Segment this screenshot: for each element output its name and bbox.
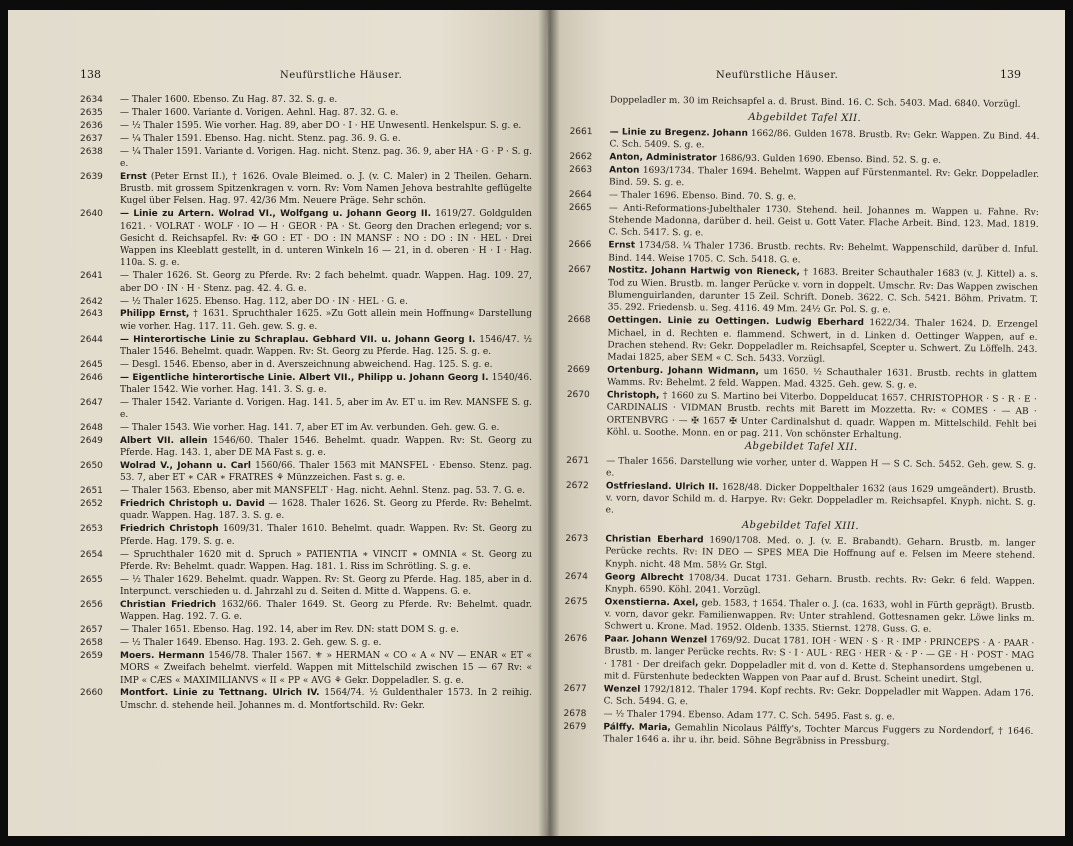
entry-number: 2671 (566, 455, 590, 466)
catalog-entry (80, 485, 532, 497)
entry-number: 2665 (568, 202, 592, 213)
entry-name: Ernst (120, 171, 147, 182)
entry-text: † 1683. Breiter Schauthaler 1683 (v. J. Kittel) a. s. Tod zu Wien. Brustb. m. langer Perücke v. vorn in doppelt. Umschr. Rv: Das Wappen zwischen Blumenguirlanden, darunter 15 Zeil. Schrift. Doneb. 3622. C. Sch. 5421. Böhm. Privatm. T. 35. 292. Friedensb. u. Seg. 4116. 49 Mm. 24½ Gr. Pol. S. g. e. (607, 267, 1039, 316)
entry-text: 1662/86. Gulden 1678. Brustb. Rv: Gekr. Wappen. Zu Bind. 44. C. Sch. 5409. S. g. e. (609, 128, 1040, 151)
entry-number: 2637 (80, 133, 103, 144)
entry-number: 2672 (565, 480, 589, 492)
entry-number: 2670 (566, 390, 590, 401)
entry-text: 1619/27. Goldgulden 1621. · VOLRAT · WOLF · IO — H · GEOR · PA · St. Georg den Drachen erlegend; vor s. Gesicht d. Reichsapfel. Rv: ✠ GO : ET · DO : IN MANSF : NO : DO : IN · HEL · Drei Wappen ins Kleeblatt gestellt, in d. unteren Winkeln 16 — 21, in d. oberen · H · I · Hag. 110a. S. g. e. (120, 209, 532, 269)
right-page (548, 10, 1065, 836)
catalog-entry (566, 389, 1036, 443)
entry-name: Oettingen. Linie zu Oettingen. Ludwig Eberhard (607, 315, 864, 329)
catalog-entry (80, 637, 532, 649)
book-gutter (538, 10, 560, 836)
entry-number: 2666 (568, 240, 592, 251)
entry-number: 2648 (80, 423, 103, 434)
entry-text: — ¼ Thaler 1591. Variante d. Vorigen. Hag. nicht. Stenz. pag. 36. 9, aber HA · G · P · S. g. e. (120, 146, 532, 169)
entry-text: um 1650. ½ Schauthaler 1631. Brustb. rechts in glattem Wamms. Rv: Behelmt. 2 feld. Wappen. Mad. 4325. Geh. gew. S. g. e. (606, 367, 1038, 391)
catalog-entry (80, 133, 532, 145)
entry-number: 2675 (564, 596, 588, 607)
entry-number: 2649 (80, 435, 103, 446)
entry-text: — Anti-Reformations-Jubelthaler 1730. Stehend. heil. Johannes m. Wappen u. Fahne. Rv: Stehende Madonna, darüber d. heil. Geist u. Gott Vater. Flache Arbeit. Bind. 123. Mad. 1819. C. Sch. 5417. S. g. e. (608, 203, 1039, 239)
entry-text: 1546/78. Thaler 1567. ⚜ » HERMAN « CO « A « NV — ENAR « ET « MORS « Zweifach behelmt. vierfeld. Wappen mit Mittelschild zwischen 15 — 67 Rv: « IMP « CÆS « MAXIMILIANVS « II « PP « AVG ⚘ Gekr. Doppeladler. S. g. e. (120, 650, 532, 686)
catalog-entry (80, 270, 532, 295)
catalog-entry (80, 687, 532, 712)
entry-name: — Linie zu Bregenz. Johann (609, 127, 748, 139)
entry-name: Friedrich Christoph u. David (120, 499, 265, 510)
catalog-entry (80, 599, 532, 624)
entry-number: 2650 (80, 461, 103, 472)
entry-name: Montfort. Linie zu Tettnang. Ulrich IV. (120, 688, 320, 699)
catalog-entry (80, 334, 532, 359)
entry-text: 1628/48. Dicker Doppelthaler 1632 (aus 1629 umgeändert). Brustb. v. vorn, davor Schild m. d. Harpye. Rv: Gekr. Doppeladler m. Reichsapfel. Knyph. nicht. S. g. e. (605, 482, 1036, 516)
entry-text: 1609/31. Thaler 1610. Behelmt. quadr. Wappen. Rv: St. Georg zu Pferde. Hag. 179. S. g. e. (120, 524, 532, 547)
entry-name: Anton (609, 165, 640, 176)
entry-number: 2641 (80, 271, 103, 282)
entry-text: † 1631. Spruchthaler 1625. »Zu Gott allein mein Hoffnung« Darstellung wie vorher. Hag. 117. 11. Geh. gew. S. g. e. (120, 309, 532, 332)
entry-name: Wenzel (603, 684, 641, 695)
entry-text: — ½ Thaler 1629. Behelmt. quadr. Wappen. Rv: St. Georg zu Pferde. Hag. 185, aber in d. Interpunct. verschieden u. d. Jahrzahl zu d. Seiten d. Mitte d. Wappens. G. e. (120, 574, 532, 598)
entry-text: Gemahlin Nicolaus Pálffy's, Tochter Marcus Fuggers zu Nordendorf, † 1646. Thaler 1646 a. ihr u. ihr. beid. Söhne Begräbniss in Pressburg. (603, 723, 1034, 748)
catalog-entry (568, 202, 1038, 244)
catalog-entry (563, 721, 1033, 751)
entry-text: 1632/66. Thaler 1649. St. Georg zu Pferde. Rv: Behelmt. quadr. Wappen. Hag. 192. 7. G. e. (120, 599, 532, 623)
entry-group (566, 126, 1039, 444)
entry-name: Ortenburg. Johann Widmann, (607, 365, 760, 377)
open-book (8, 10, 1065, 836)
entry-name: Pálffy. Maria, (603, 722, 671, 734)
page-number: 139 (1000, 68, 1021, 81)
entry-name: Christian Eberhard (605, 534, 704, 546)
catalog-entry (80, 460, 532, 485)
entry-name: Anton, Administrator (609, 152, 717, 164)
catalog-entry (80, 422, 532, 434)
entry-name: Ernst (608, 240, 636, 251)
running-head: Neufürstliche Häuser. (280, 70, 403, 81)
entry-number: 2636 (80, 120, 103, 131)
plate-reference: Abgebildet Tafel XIII. (741, 519, 860, 532)
entry-group (566, 455, 1037, 522)
entry-number: 2658 (80, 638, 103, 649)
entry-number: 2642 (80, 296, 103, 307)
entry-number: 2653 (80, 524, 103, 535)
entry-number: 2667 (568, 265, 592, 276)
entry-number: 2669 (567, 364, 591, 376)
entry-text: 1693/1734. Thaler 1694. Behelmt. Wappen auf Fürstenmantel. Rv: Gekr. Doppeladler. Bind. 59. S. g. e. (609, 165, 1040, 189)
catalog-entry (80, 359, 532, 371)
catalog-entry (80, 308, 532, 333)
catalog-column (563, 94, 1040, 751)
page-number: 138 (80, 68, 101, 81)
catalog-entry (80, 574, 532, 599)
entry-number: 2634 (80, 95, 103, 105)
catalog-entry (564, 596, 1034, 638)
catalog-entry (80, 171, 532, 208)
catalog-entry (80, 146, 532, 171)
entry-name: — Hinterortische Linie zu Schraplau. Gebhard VII. u. Johann Georg I. (120, 334, 476, 345)
entry-text: 1560/66. Thaler 1563 mit MANSFEL · Ebenso. Stenz. pag. 53. 7, aber ET ∗ CAR ∗ FRATRES ⚘ Münzzeichen. Fast s. g. e. (120, 461, 532, 484)
entry-text: — ½ Thaler 1794. Ebenso. Adam 177. C. Sch. 5495. Fast s. g. e. (603, 709, 895, 723)
catalog-entry (80, 120, 532, 132)
entry-text: — Thaler 1600. Variante d. Vorigen. Aehnl. Hag. 87. 32. G. e. (120, 107, 399, 118)
catalog-entry (568, 264, 1038, 318)
entry-text: — ½ Thaler 1625. Ebenso. Hag. 112, aber DO · IN · HEL · G. e. (120, 296, 408, 307)
catalog-entry (80, 435, 532, 460)
entry-text: 1622/34. Thaler 1624. D. Erzengel Michael, in d. Rechten e. flammend. Schwert, in d. Linken d. Oettinger Wappen, auf e. Drachen stehend. Rv: Gekr. Doppeladler m. Reichsapfel, Scepter u. Schwert. Zu Löffelh. 243. Madai 1825, aber SEM « C. Sch. 5433. Vorzügl. (607, 318, 1038, 365)
left-page (8, 10, 546, 836)
entry-name: Christoph, (606, 390, 660, 402)
plate-reference: Abgebildet Tafel XII. (748, 112, 862, 125)
entry-number: 2654 (80, 549, 103, 560)
entry-name: — Linie zu Artern. Wolrad VI., Wolfgang u. Johann Georg II. (120, 209, 432, 220)
entry-number: 2677 (563, 683, 587, 695)
entry-number: 2664 (568, 189, 592, 201)
entry-text: — Thaler 1626. St. Georg zu Pferde. Rv: 2 fach behelmt. quadr. Wappen. Hag. 109. 27, aber DO · IN · H · Stenz. pag. 42. 4. G. e. (120, 271, 532, 294)
entry-text: — Thaler 1696. Ebenso. Bind. 70. S. g. e. (608, 190, 797, 203)
catalog-entry (80, 549, 532, 574)
entry-text: † 1660 zu S. Martino bei Viterbo. Doppelducat 1657. CHRISTOPHOR · S · R · E · CARDINALIS · VIDMAN Brustb. rechts mit Barett im Mozzetta. Rv: « COMES · — AB · ORTENBVRG · — ✠ 1657 ✠ Unter Cardinalshut d. quadr. Wappen m. Mittelschild. Fehlt bei Köhl. u. Soothe. Monn. en or pag. 211. Von schönster Erhaltung. (606, 391, 1037, 441)
entry-number: 2635 (80, 107, 103, 118)
entry-text: 1564/74. ½ Guldenthaler 1573. In 2 reihig. Umschr. d. stehende heil. Johannes m. d. Montfortschild. Rv: Gekr. (120, 688, 532, 711)
entry-text: 1540/46. Thaler 1542. Wie vorher. Hag. 141. 3. S. g. e. (120, 372, 532, 395)
entry-name: Paar. Johann Wenzel (604, 634, 708, 646)
entry-name: Friedrich Christoph (120, 524, 219, 535)
entry-number: 2645 (80, 359, 103, 370)
catalog-entry (80, 208, 532, 269)
entry-text: (Peter Ernst II.), † 1626. Ovale Bleimed. o. J. (v. C. Maler) in 2 Theilen. Geharn. Brustb. mit grossem Spitzenkragen v. vorn. Rv: Vom Namen Jehova bestrahlte geflügelte Kugel über Felsen. Hag. 97. 42/36 Mm. Neuere Präge. Sehr schön. (120, 171, 532, 207)
entry-number: 2652 (80, 499, 103, 510)
entry-number: 2643 (80, 309, 103, 320)
catalog-entry (566, 480, 1036, 522)
entry-number: 2663 (569, 164, 593, 175)
entry-number: 2662 (569, 151, 593, 163)
entry-text: — 1628. Thaler 1626. St. Georg zu Pferde. Rv: Behelmt. quadr. Wappen. Hag. 187. 3. S. g. e. (120, 499, 532, 522)
entry-number: 2639 (80, 171, 103, 182)
entry-number: 2647 (80, 397, 103, 408)
entry-name: Georg Albrecht (604, 571, 684, 583)
entry-text: — ½ Thaler 1595. Wie vorher. Hag. 89, aber DO · I · HE Unwesentl. Henkelspur. S. g. e. (120, 120, 522, 131)
entry-text: — Thaler 1651. Ebenso. Hag. 192. 14, aber im Rev. DN: statt DOM S. g. e. (120, 625, 459, 636)
catalog-entry (80, 650, 532, 687)
entry-number: 2679 (563, 722, 587, 733)
entry-number: 2646 (80, 372, 103, 383)
catalog-entry (567, 314, 1037, 368)
entry-number: 2638 (80, 146, 103, 157)
entry-text: — ½ Thaler 1649. Ebenso. Hag. 193. 2. Geh. gew. S. g. e. (120, 638, 382, 649)
entry-number: 2656 (80, 599, 103, 610)
entry-text: — ¼ Thaler 1591. Ebenso. Hag. nicht. Stenz. pag. 36. 9. G. e. (120, 133, 401, 144)
entry-name: Philipp Ernst, (120, 309, 190, 320)
entry-number: 2651 (80, 486, 103, 497)
entry-name: Nostitz. Johann Hartwig von Rieneck, (608, 265, 800, 278)
entry-number: 2661 (569, 126, 593, 137)
entry-text: 1690/1708. Med. o. J. (v. E. Brabandt). Geharn. Brustb. m. langer Perücke rechts. Rv: IN DEO — SPES MEA Die Hoffnung auf e. Felsen im Meere stehend. Knyph. nicht. 48 Mm. 58½ Gr. Stgl. (605, 535, 1036, 571)
catalog-entry (80, 397, 532, 422)
catalog-entry (80, 94, 532, 106)
entry-number: 2659 (80, 650, 103, 661)
entry-text: 1769/92. Ducat 1781. IOH · WEN · S · R · IMP · PRINCEPS · A · PAAR · Brustb. m. langer Perücke rechts. Rv: S · I · AUL · REG · HER · & · P · — GE · H · POST · MAG · 1781 · Der dreifach gekr. Doppeladler mit d. von d. Kette d. Stephansordens umgebenen u. mit d. Fürstenhute bedeckten Wappen von Paar auf d. Brust. Scheint unedirt. Stgl. (603, 635, 1035, 686)
entry-text: 1734/58. ¼ Thaler 1736. Brustb. rechts. Rv: Behelmt. Wappenschild, darüber d. Inful. Bind. 144. Weise 1705. C. Sch. 5418. G. e. (608, 240, 1039, 265)
entry-text: 1708/34. Ducat 1731. Geharn. Brustb. rechts. Rv: Gekr. 6 feld. Wappen. Knyph. 6590. Köhl. 2041. Vorzügl. (604, 572, 1035, 596)
catalog-entry (80, 498, 532, 523)
plate-reference: Abgebildet Tafel XII. (744, 441, 858, 454)
entry-number: 2678 (563, 709, 587, 720)
entry-number: 2644 (80, 334, 103, 345)
entry-text: — Thaler 1543. Wie vorher. Hag. 141. 7, aber ET im Av. verbunden. Geh. gew. G. e. (120, 423, 500, 434)
entry-text: — Desgl. 1546. Ebenso, aber in d. Averszeichnung abweichend. Hag. 125. S. g. e. (120, 359, 493, 370)
catalog-entry (80, 523, 532, 548)
entry-number: 2657 (80, 625, 103, 636)
entry-text: 1546/60. Thaler 1546. Behelmt. quadr. Wappen. Rv: St. Georg zu Pferde. Hag. 143. 1, aber DE MA Fast s. g. e. (120, 435, 532, 459)
continuation-text: Doppeladler m. 30 im Reichsapfel a. d. Brust. Bind. 16. C. Sch. 5403. Mad. 6840. Vorzügl. (609, 95, 1021, 110)
catalog-entry (80, 624, 532, 636)
entry-number: 2673 (565, 534, 589, 545)
entry-number: 2655 (80, 574, 103, 585)
entry-text: 1546/47. ½ Thaler 1546. Behelmt. quadr. Wappen. Rv: St. Georg zu Pferde. Hag. 125. S. g. e. (120, 334, 532, 357)
entry-text: — Thaler 1600. Ebenso. Zu Hag. 87. 32. S. g. e. (120, 95, 338, 105)
entry-name: Oxenstierna. Axel, (604, 597, 699, 609)
entry-name: Christian Friedrich (120, 599, 217, 610)
catalog-entry (80, 296, 532, 308)
entry-name: Albert VII. allein (120, 435, 208, 446)
entry-number: 2668 (567, 315, 591, 326)
entry-number: 2660 (80, 688, 103, 699)
catalog-entry (565, 533, 1035, 575)
entry-text: 1686/93. Gulden 1690. Ebenso. Bind. 52. S. g. e. (719, 153, 942, 166)
entry-number: 2640 (80, 209, 103, 220)
entry-name: Wolrad V., Johann u. Carl (120, 461, 251, 472)
catalog-entry (80, 107, 532, 119)
entry-text: — Thaler 1563. Ebenso, aber mit MANSFELT · Hag. nicht. Aehnl. Stenz. pag. 53. 7. G. e. (120, 486, 526, 497)
running-head: Neufürstliche Häuser. (716, 70, 839, 81)
catalog-entry (564, 633, 1034, 687)
entry-text: geb. 1583, † 1654. Thaler o. J. (ca. 1633, wohl in Fürth geprägt). Brustb. v. vorn, davor gekr. Familienwappen. Rv: Unter strahlend. Gottesnamen gekr. Löwe links m. Schwert u. Krone. Mad. 1952. Oldenb. 1335. Stiernst. 1278. Guss. G. e. (604, 598, 1035, 636)
catalog-column (80, 94, 532, 713)
entry-name: Moers. Hermann (120, 650, 205, 661)
entry-text: 1792/1812. Thaler 1794. Kopf rechts. Rv: Gekr. Doppeladler mit Wappen. Adam 176. C. Sch. 5494. G. e. (603, 684, 1034, 708)
entry-text: — Thaler 1656. Darstellung wie vorher, unter d. Wappen H — S C. Sch. 5452. Geh. gew. S. g. e. (605, 456, 1037, 479)
entry-name: — Eigentliche hinterortische Linie. Albert VII., Philipp u. Johann Georg I. (120, 372, 489, 383)
entry-number: 2674 (564, 571, 588, 582)
entry-number: 2676 (564, 634, 588, 645)
entry-group (563, 533, 1035, 751)
entry-text: — Thaler 1542. Variante d. Vorigen. Hag. 141. 5, aber im Av. ET u. im Rev. MANSFE S. g. e. (120, 397, 532, 421)
entry-text: — Spruchthaler 1620 mit d. Spruch » PATIENTIA ∗ VINCIT ∗ OMNIA « St. Georg zu Pferde. Rv: Behelmt. quadr. Wappen. Hag. 181. 1. Riss im Schrötling. S. g. e. (120, 549, 532, 572)
entry-name: Ostfriesland. Ulrich II. (605, 481, 719, 493)
catalog-entry (80, 372, 532, 397)
